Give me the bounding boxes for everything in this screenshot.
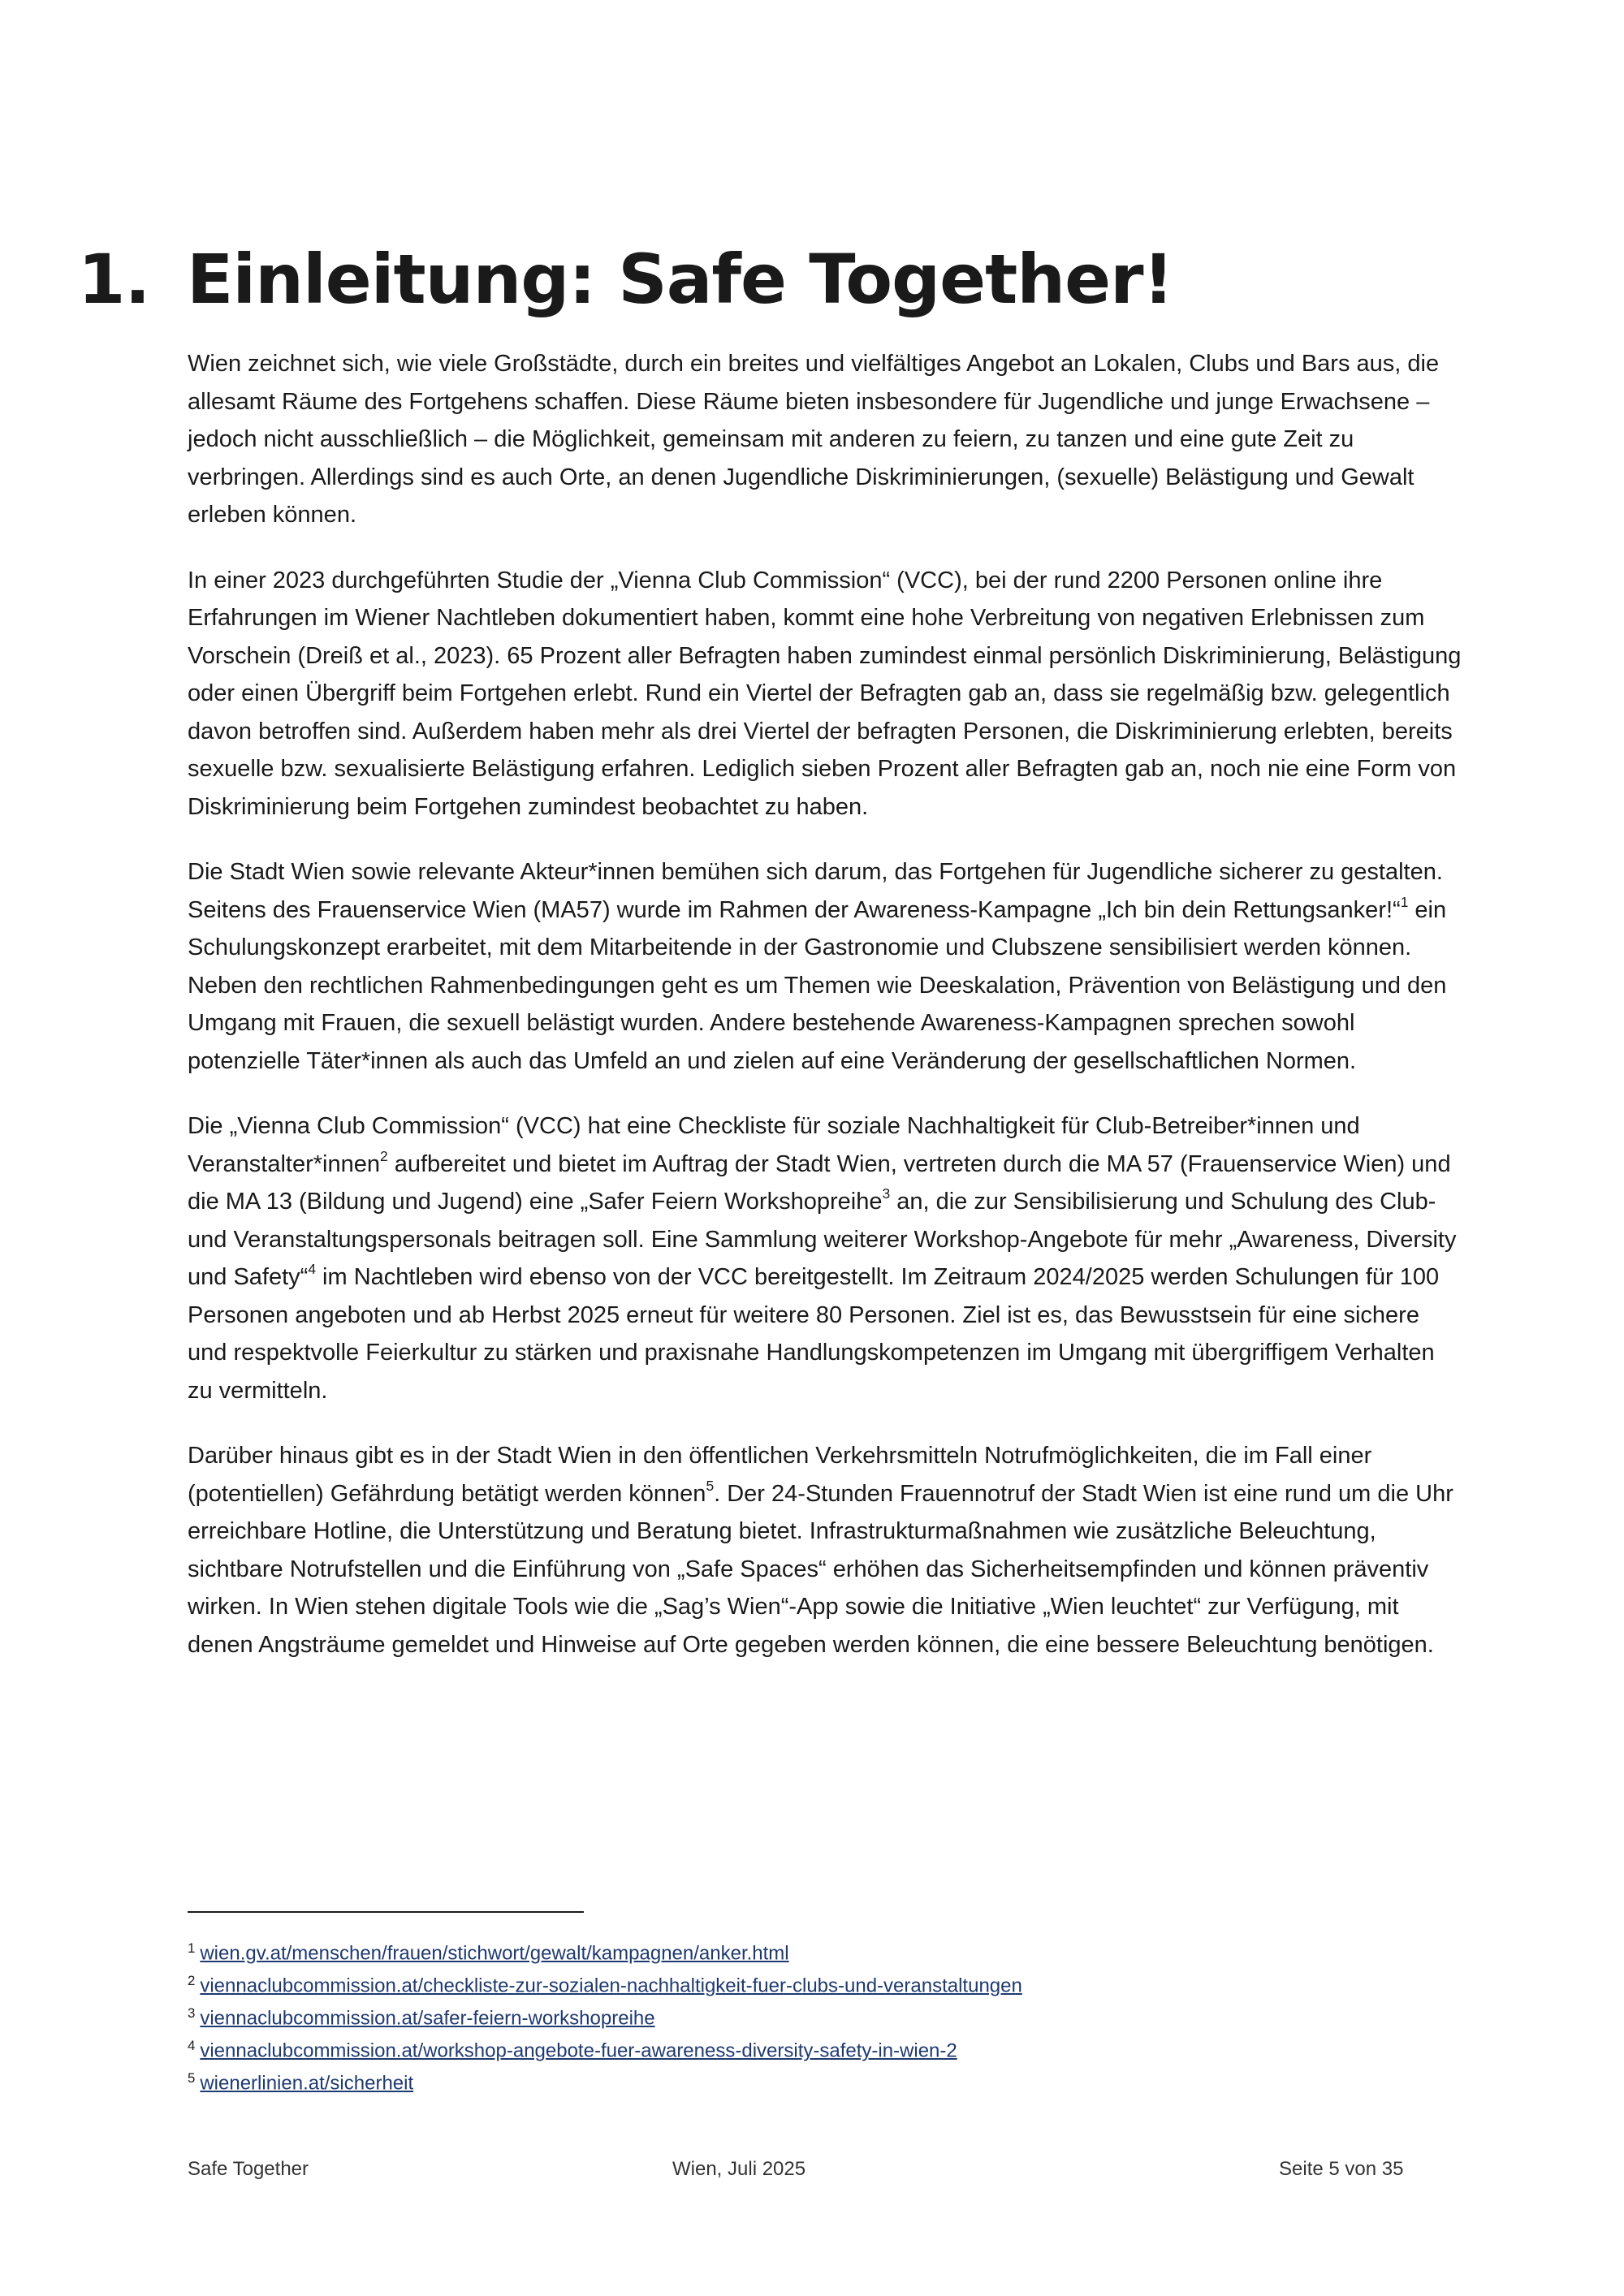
- footnote-5: [188, 2062, 1022, 2095]
- footnote-mark: 2: [188, 1973, 196, 1988]
- footnote-ref-5[interactable]: 5: [706, 1477, 715, 1494]
- footer-document-title: Safe Together: [188, 2158, 309, 2180]
- footnote-link-1[interactable]: wien.gv.at/menschen/frauen/stichwort/gewalt/kampagnen/anker.html: [200, 1942, 789, 1965]
- footnote-1: [188, 1932, 1022, 1965]
- footnote-mark: 1: [188, 1940, 196, 1956]
- footnote-mark: 3: [188, 2005, 196, 2021]
- body-text: [188, 345, 1462, 1691]
- footnote-ref-3[interactable]: 3: [882, 1185, 891, 1202]
- footnote-link-5[interactable]: wienerlinien.at/sicherheit: [200, 2072, 414, 2095]
- footnotes: [188, 1932, 1022, 2095]
- footnote-ref-4[interactable]: 4: [308, 1260, 316, 1277]
- footnote-3: [188, 1997, 1022, 2030]
- footnote-link-3[interactable]: viennaclubcommission.at/safer-feiern-workshopreihe: [200, 2007, 655, 2030]
- footer-page-number: Seite 5 von 35: [1279, 2158, 1404, 2180]
- footnote-link-2[interactable]: viennaclubcommission.at/checkliste-zur-sozialen-nachhaltigkeit-fuer-clubs-und-veranstaltungen: [200, 1974, 1022, 1997]
- paragraph-5: Darüber hinaus gibt es in der Stadt Wien in den öffentlichen Verkehrsmitteln Notrufmöglichkeiten, die im Fall einer (potentiellen) Gefährdung betätigt werden können$^5$. Der 24-Stunden Frauennotruf der Stadt Wien ist eine rund um die Uhr erreichbare Hotline, die Unterstützung und Beratung bietet. Infrastrukturmaßnahmen wie zusätzliche Beleuchtung, sichtbare Notrufstellen und die Einführung von „Safe Spaces“ erhöhen das Sicherheitsempfinden und können präventiv wirken. In Wien stehen digitale Tools wie die „Sag’s Wien“-App sowie die Initiative „Wien leuchtet“ zur Verfügung, mit denen Angsträume gemeldet und Hinweise auf Orte gegeben werden können, die eine bessere Beleuchtung benötigen.: [188, 1443, 1453, 1658]
- paragraph-3: Die Stadt Wien sowie relevante Akteur*innen bemühen sich darum, das Fortgehen für Jugendliche sicherer zu gestalten. Seitens des Frauenservice Wien (MA57) wurde im Rahmen der Awareness-Kampagne „Ich bin dein Rettungsanker!“$^1$ ein Schulungskonzept erarbeitet, mit dem Mitarbeitende in der Gastronomie und Clubszene sensibilisiert werden können. Neben den rechtlichen Rahmenbedingungen geht es um Themen wie Deeskalation, Prävention von Belästigung und den Umgang mit Frauen, die sexuell belästigt wurden. Andere bestehende Awareness-Kampagnen sprechen sowohl potenzielle Täter*innen als auch das Umfeld an und zielen auf eine Veränderung der gesellschaftlichen Normen.: [188, 859, 1447, 1074]
- footnote-link-4[interactable]: viennaclubcommission.at/workshop-angebote-fuer-awareness-diversity-safety-in-wien-2: [200, 2039, 957, 2062]
- footnote-4: [188, 2030, 1022, 2062]
- section-number: 1.: [78, 240, 150, 319]
- paragraph-2: In einer 2023 durchgeführten Studie der „Vienna Club Commission“ (VCC), bei der rund 2200 Personen online ihre Erfahrungen im Wiener Nachtleben dokumentiert haben, kommt eine hohe Verbreitung von negativen Erlebnissen zum Vorschein (Dreiß et al., 2023). 65 Prozent aller Befragten haben zumindest einmal persönlich Diskriminierung, Belästigung oder einen Übergriff beim Fortgehen erlebt. Rund ein Viertel der Befragten gab an, dass sie regelmäßig bzw. gelegentlich davon betroffen sind. Außerdem haben mehr als drei Viertel der befragten Personen, die Diskriminierung erlebten, bereits sexuelle bzw. sexualisierte Belästigung erfahren. Lediglich sieben Prozent aller Befragten gab an, noch nie eine Form von Diskriminierung beim Fortgehen zumindest beobachtet zu haben.: [188, 567, 1462, 820]
- section-heading: [78, 242, 1173, 317]
- footnote-2: [188, 1965, 1022, 1997]
- paragraph-1: Wien zeichnet sich, wie viele Großstädte, durch ein breites und vielfältiges Angebot an Lokalen, Clubs und Bars aus, die allesamt Räume des Fortgehens schaffen. Diese Räume bieten insbesondere für Jugendliche und junge Erwachsene – jedoch nicht ausschließlich – die Möglichkeit, gemeinsam mit anderen zu feiern, zu tanzen und eine gute Zeit zu verbringen. Allerdings sind es auch Orte, an denen Jugendliche Diskriminierungen, (sexuelle) Belästigung und Gewalt erleben können.: [188, 351, 1440, 528]
- paragraph-4: Die „Vienna Club Commission“ (VCC) hat eine Checkliste für soziale Nachhaltigkeit für Club-Betreiber*innen und Veranstalter*innen$^2$ aufbereitet und bietet im Auftrag der Stadt Wien, vertreten durch die MA 57 (Frauenservice Wien) und die MA 13 (Bildung und Jugend) eine „Safer Feiern Workshopreihe$^3$ an, die zur Sensibilisierung und Schulung des Club- und Veranstaltungspersonals beitragen soll. Eine Sammlung weiterer Workshop-Angebote für mehr „Awareness, Diversity und Safety“$^4$ im Nachtleben wird ebenso von der VCC bereitgestellt. Im Zeitraum 2024/2025 werden Schulungen für 100 Personen angeboten und ab Herbst 2025 erneut für weitere 80 Personen. Ziel ist es, das Bewusstsein für eine sichere und respektvolle Feierkultur zu stärken und praxisnahe Handlungskompetenzen im Umgang mit übergriffigem Verhalten zu vermitteln.: [188, 1113, 1457, 1404]
- footnote-mark: 4: [188, 2038, 196, 2053]
- footnote-ref-2[interactable]: 2: [380, 1147, 388, 1164]
- footnote-divider: [188, 1911, 584, 1913]
- footnote-mark: 5: [188, 2070, 196, 2086]
- section-title: Einleitung: Safe Together!: [187, 240, 1173, 319]
- footnote-ref-1[interactable]: 1: [1400, 893, 1409, 910]
- footer-date: Wien, Juli 2025: [672, 2158, 806, 2180]
